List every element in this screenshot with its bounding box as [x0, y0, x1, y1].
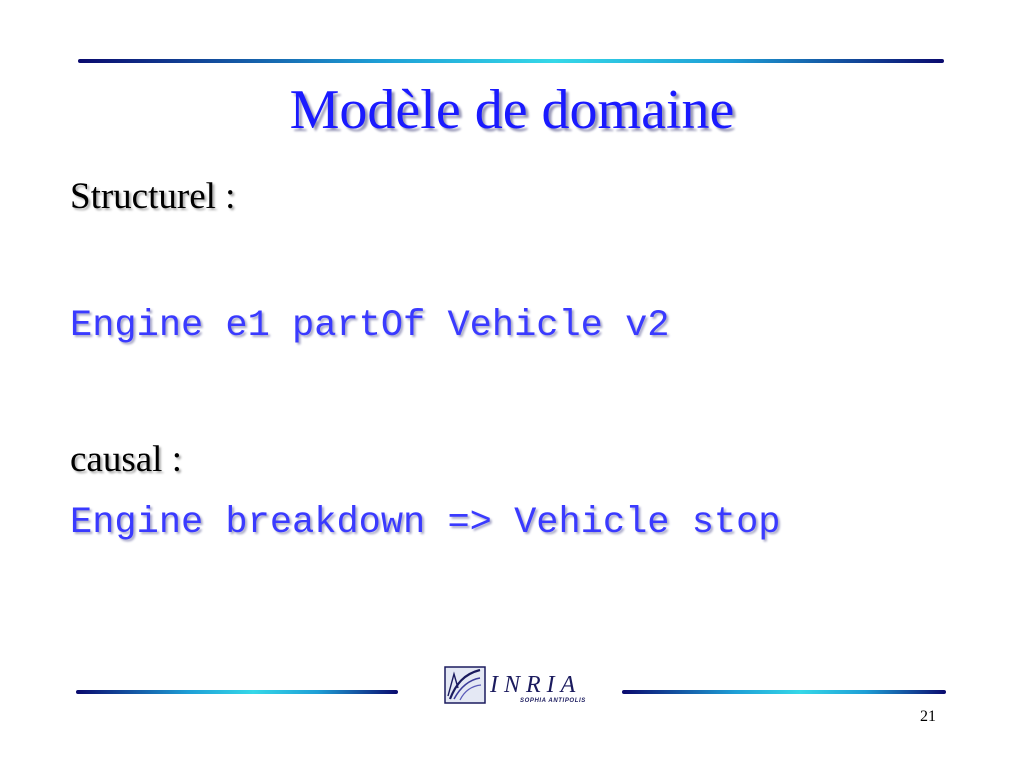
logo-subtitle: SOPHIA ANTIPOLIS	[520, 698, 586, 704]
structural-label: Structurel :	[70, 176, 236, 217]
logo-wordmark: INRIA	[490, 672, 582, 698]
top-divider	[78, 59, 944, 63]
inria-emblem-icon	[444, 666, 486, 704]
causal-label: causal :	[70, 439, 182, 480]
inria-logo	[444, 662, 604, 708]
causal-example: Engine breakdown => Vehicle stop	[70, 502, 781, 544]
bottom-divider-right	[622, 690, 946, 694]
bottom-divider-left	[76, 690, 398, 694]
structural-example: Engine e1 partOf Vehicle v2	[70, 305, 670, 347]
slide-title: Modèle de domaine	[289, 79, 735, 141]
page-number: 21	[920, 708, 936, 725]
